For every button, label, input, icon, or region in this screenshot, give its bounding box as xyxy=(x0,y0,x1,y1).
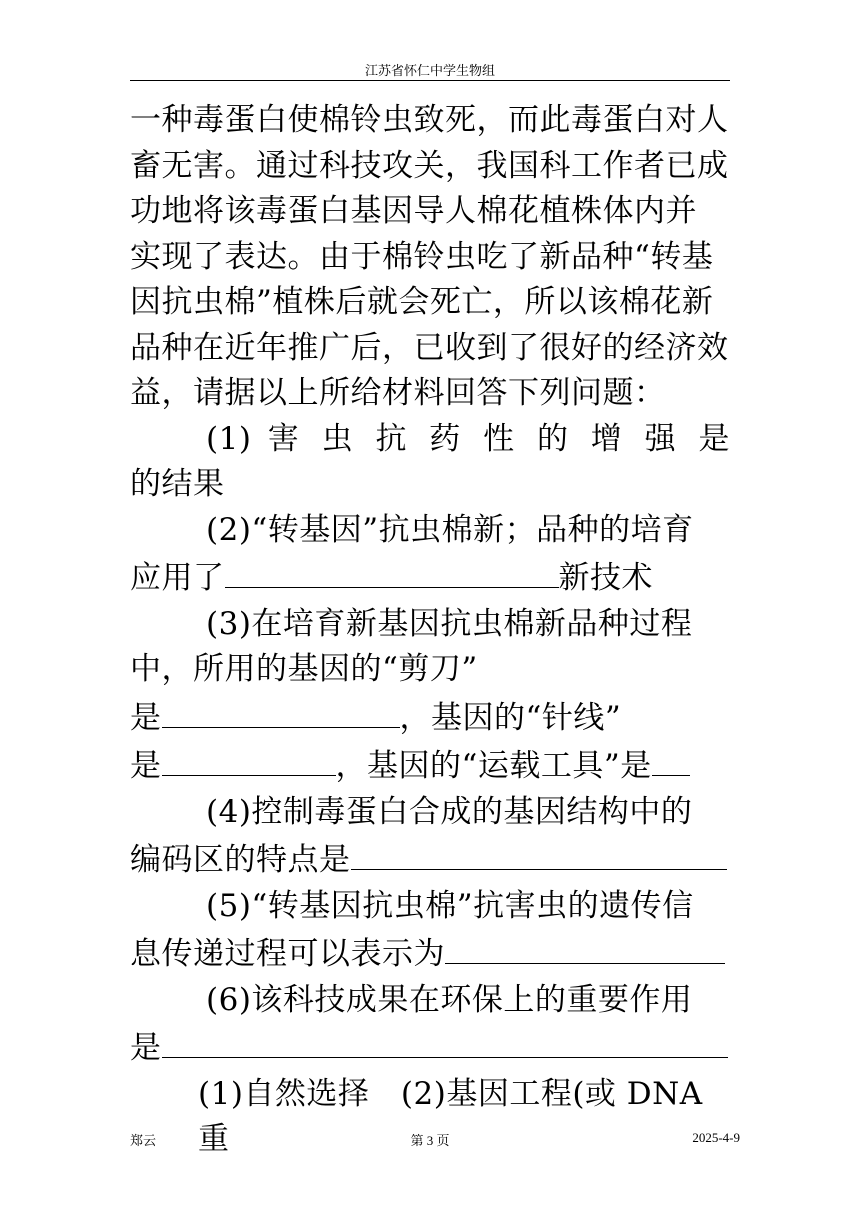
question-6: (6)该科技成果在环保上的重要作用 xyxy=(206,981,693,1018)
document-body xyxy=(130,98,730,1163)
intro-line: 畜无害。通过科技攻关，我国科工作者已成 xyxy=(130,147,729,184)
q3-needle-label: ，基因的“针线” xyxy=(399,699,622,736)
intro-line: 因抗虫棉”植株后就会死亡，所以该棉花新 xyxy=(130,284,714,320)
intro-line: 实现了表达。由于棉铃虫吃了新品种“转基 xyxy=(130,238,714,275)
answer-key-line: (1)自然选择 (2)基因工程(或 DNA 重 xyxy=(198,1075,703,1157)
question-3-cont: 中，所用的基因的“剪刀” xyxy=(130,651,478,687)
q3-prefix: 是 xyxy=(130,699,162,736)
answer-blank-q2[interactable] xyxy=(225,553,559,588)
q3-prefix: 是 xyxy=(130,748,162,784)
answer-blank-q6[interactable] xyxy=(162,1023,728,1058)
question-4-cont xyxy=(130,835,730,884)
footer-page-number: 第 3 页 xyxy=(410,1133,450,1148)
footer-date: 2025-4-9 xyxy=(692,1130,740,1145)
footer-author: 郑云 xyxy=(130,1133,157,1148)
answer-blank-q4[interactable] xyxy=(351,835,727,870)
q4-prefix: 编码区的特点是 xyxy=(130,842,351,878)
header-rule xyxy=(130,80,730,81)
question-3-cont xyxy=(130,693,730,742)
q2-prefix: 应用了 xyxy=(130,560,225,596)
q2-suffix: 新技术 xyxy=(558,560,653,596)
question-3: (3)在培育新基因抗虫棉新品种过程 xyxy=(206,605,693,642)
q3-vector-label: ，基因的“运载工具”是 xyxy=(335,748,652,784)
question-4: (4)控制毒蛋白合成的基因结构中的 xyxy=(206,793,693,830)
question-1-cont: 的结果 xyxy=(130,466,225,502)
answer-blank-q3-needle[interactable] xyxy=(162,741,336,776)
intro-line: 品种在近年推广后，已收到了很好的经济效 xyxy=(130,329,729,366)
intro-line: 一种毒蛋白使棉铃虫致死，而此毒蛋白对人 xyxy=(130,102,729,138)
answer-blank-q3-scissors[interactable] xyxy=(162,693,400,728)
page-header-title: 江苏省怀仁中学生物组 xyxy=(364,63,495,78)
question-5: (5)“转基因抗虫棉”抗害虫的遗传信 xyxy=(206,887,694,924)
question-6-cont xyxy=(130,1023,730,1072)
answer-blank-q3-vector[interactable] xyxy=(652,741,690,776)
q6-prefix: 是 xyxy=(130,1030,162,1066)
question-1: (1) 害 虫 抗 药 性 的 增 强 是 xyxy=(206,420,730,457)
q5-prefix: 息传递过程可以表示为 xyxy=(130,936,445,972)
question-2-cont xyxy=(130,553,730,602)
question-5-cont xyxy=(130,929,730,978)
answer-blank-q5[interactable] xyxy=(445,929,725,964)
intro-line: 益，请据以上所给材料回答下列问题： xyxy=(130,375,666,411)
question-3-cont xyxy=(130,741,730,790)
intro-line: 功地将该毒蛋白基因导人棉花植株体内并 xyxy=(130,193,697,229)
question-2: (2)“转基因”抗虫棉新；品种的培育 xyxy=(206,511,694,548)
